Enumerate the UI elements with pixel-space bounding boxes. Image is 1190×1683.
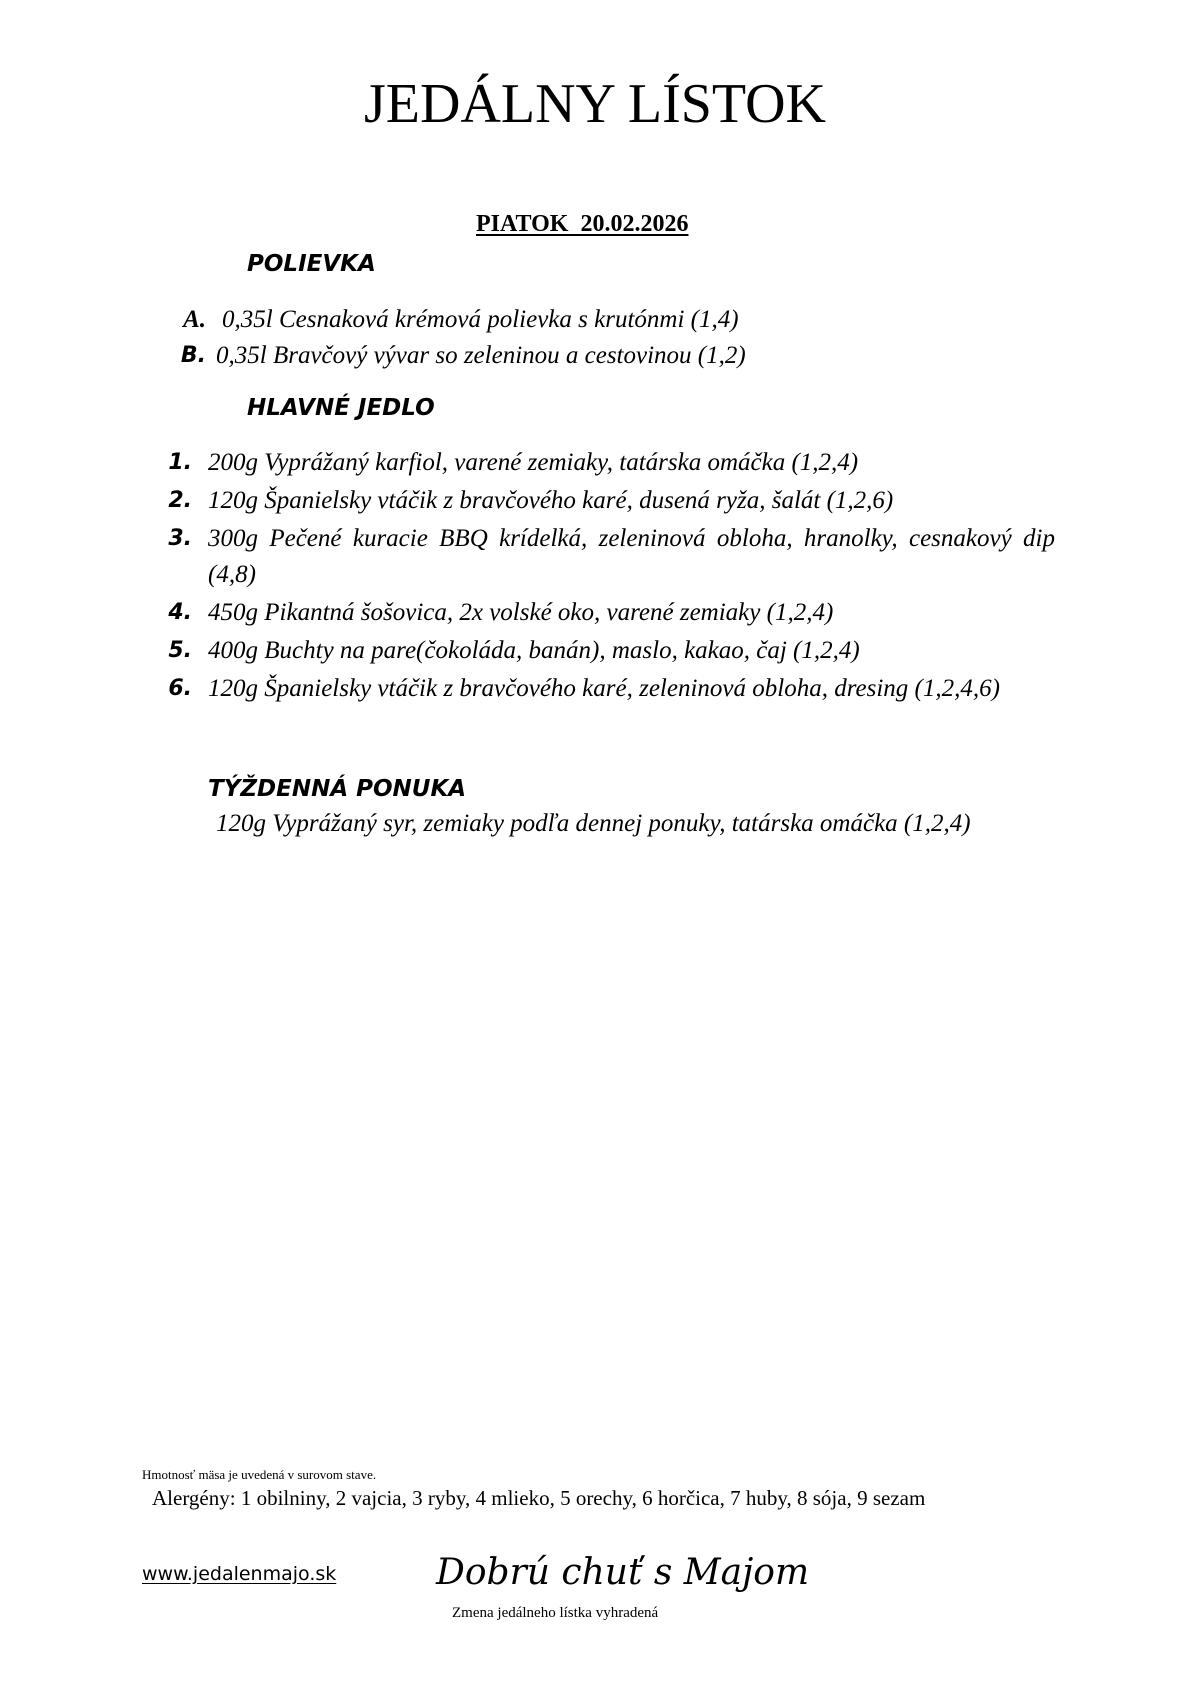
main-item-marker: 5.: [168, 638, 192, 663]
weekly-item-text: 120g Vyprážaný syr, zemiaky podľa dennej ponuky, tatárska omáčka (1,2,4): [216, 810, 971, 837]
main-item-text: 200g Vyprážaný karfiol, varené zemiaky, tatárska omáčka (1,2,4): [208, 449, 859, 476]
main-item-marker: 1.: [168, 450, 192, 475]
main-item-text: 400g Buchty na pare(čokoláda, banán), maslo, kakao, čaj (1,2,4): [208, 637, 860, 664]
menu-date: PIATOK 20.02.2026: [476, 211, 689, 237]
soup-heading: POLIEVKA: [247, 251, 376, 277]
website-link[interactable]: www.jedalenmajo.sk: [142, 1563, 337, 1585]
weekly-heading: TÝŽDENNÁ PONUKA: [208, 776, 467, 802]
main-item-text: 120g Španielsky vtáčik z bravčového karé, zeleninová obloha, dresing (1,2,4,6): [208, 675, 1000, 702]
soup-item-marker: B.: [180, 343, 206, 368]
soup-item-marker: A.: [183, 306, 206, 333]
change-notice: Zmena jedálneho lístka vyhradená: [452, 1605, 659, 1621]
main-item-marker: 3.: [168, 526, 192, 551]
slogan: Dobrú chuť s Majom: [436, 1552, 810, 1593]
allergens-legend: Alergény: 1 obilniny, 2 vajcia, 3 ryby, 4 mlieko, 5 orechy, 6 horčica, 7 huby, 8 sója, 9 sezam: [152, 1486, 926, 1510]
main-item-marker: 4.: [168, 600, 192, 625]
main-item-marker: 6.: [168, 676, 192, 701]
soup-item-text: 0,35l Cesnaková krémová polievka s krutónmi (1,4): [222, 306, 739, 333]
main-item-text: 300g Pečené kuracie BBQ krídelká, zeleninová obloha, hranolky, cesnakový dip (4,8): [208, 525, 1055, 588]
weight-note: Hmotnosť mäsa je uvedená v surovom stave.: [142, 1467, 377, 1482]
main-item-marker: 2.: [168, 488, 192, 513]
main-heading: HLAVNÉ JEDLO: [247, 395, 435, 421]
main-item-text: 120g Španielsky vtáčik z bravčového karé, dusená ryža, šalát (1,2,6): [208, 487, 894, 514]
main-item-text: 450g Pikantná šošovica, 2x volské oko, varené zemiaky (1,2,4): [208, 599, 834, 626]
soup-item-text: 0,35l Bravčový vývar so zeleninou a cestovinou (1,2): [216, 342, 746, 369]
page-title: JEDÁLNY LÍSTOK: [364, 73, 826, 135]
